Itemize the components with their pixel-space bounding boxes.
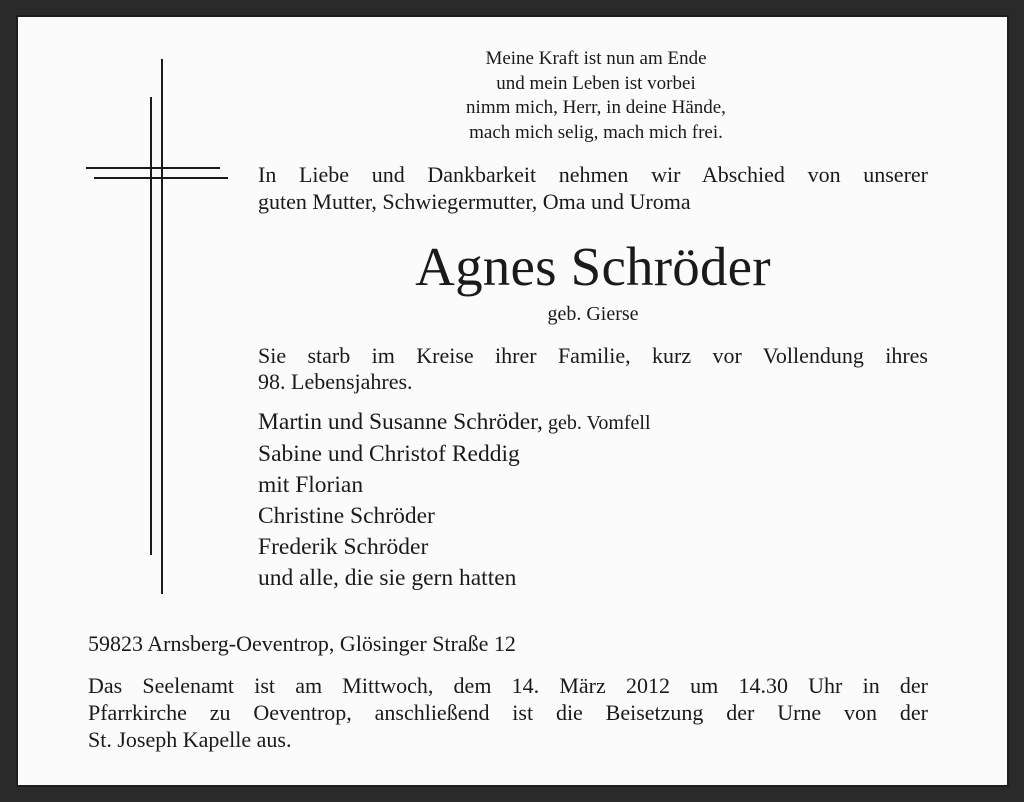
- mourners-list: [258, 407, 928, 594]
- address: 59823 Arnsberg-Oeventrop, Glösinger Straße 12: [88, 631, 516, 656]
- mourner-line: und alle, die sie gern hatten: [258, 565, 517, 591]
- mourner-line: mit Florian: [258, 472, 364, 498]
- poem: [416, 47, 776, 145]
- mourner-line: Sabine und Christof Reddig: [258, 441, 520, 467]
- intro-line: guten Mutter, Schwiegermutter, Oma und Uroma: [258, 189, 691, 214]
- mourner-line: Frederik Schröder: [258, 534, 429, 560]
- obituary-notice: [16, 15, 1009, 787]
- death-note-line: 98. Lebensjahres.: [258, 369, 413, 394]
- intro-text: [258, 161, 928, 215]
- service-info: [88, 672, 928, 753]
- mourner-line: Christine Schröder: [258, 503, 435, 529]
- death-note: [258, 343, 928, 395]
- poem-line: mach mich selig, mach mich frei.: [469, 121, 723, 143]
- poem-line: Meine Kraft ist nun am Ende: [485, 48, 707, 69]
- service-line: St. Joseph Kapelle aus.: [88, 727, 292, 752]
- service-line: Pfarrkirche zu Oeventrop, anschließend ist die Beisetzung der Urne von der: [88, 700, 928, 725]
- poem-line: nimm mich, Herr, in deine Hände,: [466, 97, 726, 118]
- maiden-name: geb. Gierse: [547, 303, 639, 325]
- deceased-name: Agnes Schröder: [415, 236, 771, 297]
- intro-line: In Liebe und Dankbarkeit nehmen wir Abschied von unserer: [258, 162, 928, 187]
- mourner-line: [258, 407, 928, 439]
- mourner-maiden-name: geb. Vomfell: [542, 412, 651, 434]
- death-note-line: Sie starb im Kreise ihrer Familie, kurz vor Vollendung ihres: [258, 343, 928, 368]
- mourner-name: Martin und Susanne Schröder,: [258, 409, 543, 435]
- poem-line: und mein Leben ist vorbei: [496, 72, 696, 94]
- cross-icon: [16, 15, 256, 615]
- service-line: Das Seelenamt ist am Mittwoch, dem 14. März 2012 um 14.30 Uhr in der: [88, 673, 928, 698]
